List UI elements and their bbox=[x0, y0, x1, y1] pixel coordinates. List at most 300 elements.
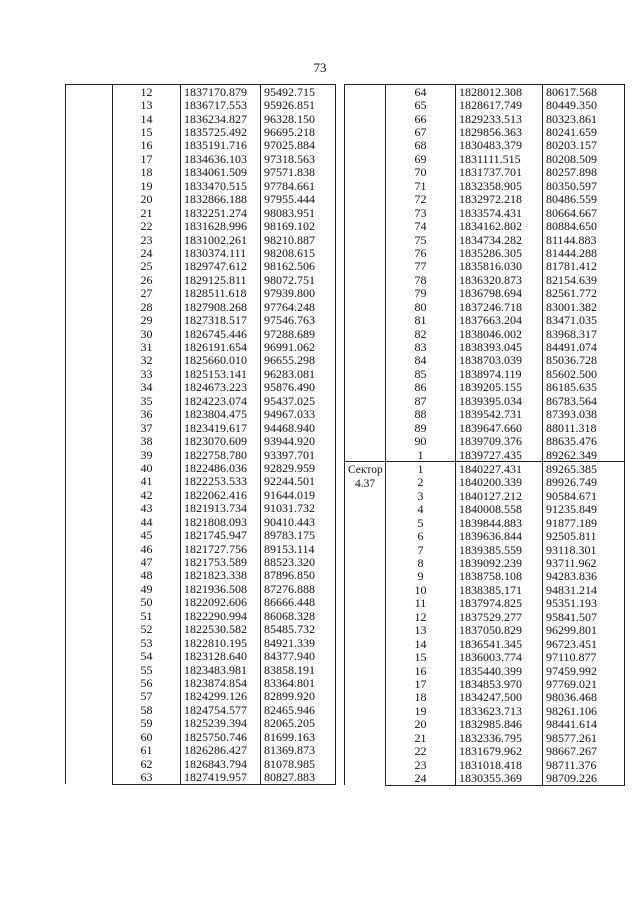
point-number-cell: 82 bbox=[386, 327, 456, 340]
point-number-cell: 76 bbox=[386, 246, 456, 259]
y-coordinate-cell: 92505.811 bbox=[543, 529, 625, 542]
point-number-cell: 57 bbox=[113, 690, 181, 703]
x-coordinate-cell: 1832972.218 bbox=[456, 193, 543, 206]
y-coordinate-cell: 84377.940 bbox=[261, 649, 336, 662]
y-coordinate-cell: 80208.509 bbox=[543, 152, 625, 165]
point-number-cell: 4 bbox=[386, 503, 456, 516]
y-coordinate-cell: 98169.102 bbox=[261, 219, 336, 232]
table-row bbox=[345, 354, 625, 367]
y-coordinate-cell: 94283.836 bbox=[543, 570, 625, 583]
y-coordinate-cell: 89262.349 bbox=[543, 448, 625, 462]
table-row bbox=[345, 287, 625, 300]
point-number-cell: 74 bbox=[386, 219, 456, 232]
y-coordinate-cell: 98709.226 bbox=[543, 771, 625, 785]
table-row bbox=[345, 313, 625, 326]
table-row bbox=[345, 570, 625, 583]
point-number-cell: 68 bbox=[386, 139, 456, 152]
table-row bbox=[345, 597, 625, 610]
table-row bbox=[345, 85, 625, 99]
table-row bbox=[345, 125, 625, 138]
x-coordinate-cell: 1839709.376 bbox=[456, 434, 543, 447]
point-number-cell: 86 bbox=[386, 381, 456, 394]
sector-cell bbox=[66, 85, 113, 785]
point-number-cell: 38 bbox=[113, 434, 181, 447]
x-coordinate-cell: 1828012.308 bbox=[456, 85, 543, 99]
x-coordinate-cell: 1834734.282 bbox=[456, 233, 543, 246]
x-coordinate-cell: 1831679.962 bbox=[456, 744, 543, 757]
point-number-cell: 71 bbox=[386, 179, 456, 192]
x-coordinate-cell: 1834247.500 bbox=[456, 691, 543, 704]
y-coordinate-cell: 87276.888 bbox=[261, 582, 336, 595]
table-row bbox=[345, 112, 625, 125]
x-coordinate-cell: 1834162.802 bbox=[456, 219, 543, 232]
x-coordinate-cell: 1823128.640 bbox=[181, 649, 261, 662]
y-coordinate-cell: 82465.946 bbox=[261, 703, 336, 716]
y-coordinate-cell: 89153.114 bbox=[261, 542, 336, 555]
y-coordinate-cell: 80323.861 bbox=[543, 112, 625, 125]
x-coordinate-cell: 1840008.558 bbox=[456, 503, 543, 516]
point-number-cell: 62 bbox=[113, 757, 181, 770]
y-coordinate-cell: 80664.667 bbox=[543, 206, 625, 219]
y-coordinate-cell: 98036.468 bbox=[543, 691, 625, 704]
y-coordinate-cell: 88635.476 bbox=[543, 434, 625, 447]
table-row bbox=[345, 583, 625, 596]
y-coordinate-cell: 82154.639 bbox=[543, 273, 625, 286]
table-row bbox=[345, 489, 625, 502]
y-coordinate-cell: 91877.189 bbox=[543, 516, 625, 529]
x-coordinate-cell: 1832336.795 bbox=[456, 731, 543, 744]
point-number-cell: 18 bbox=[386, 691, 456, 704]
x-coordinate-cell: 1835286.305 bbox=[456, 246, 543, 259]
y-coordinate-cell: 83471.035 bbox=[543, 313, 625, 326]
point-number-cell: 73 bbox=[386, 206, 456, 219]
y-coordinate-cell: 84921.339 bbox=[261, 636, 336, 649]
x-coordinate-cell: 1822092.606 bbox=[181, 596, 261, 609]
x-coordinate-cell: 1838046.002 bbox=[456, 327, 543, 340]
point-number-cell: 56 bbox=[113, 676, 181, 689]
y-coordinate-cell: 87896.850 bbox=[261, 569, 336, 582]
point-number-cell: 49 bbox=[113, 582, 181, 595]
y-coordinate-cell: 95841.507 bbox=[543, 610, 625, 623]
table-row bbox=[345, 556, 625, 569]
y-coordinate-cell: 94967.033 bbox=[261, 408, 336, 421]
point-number-cell: 70 bbox=[386, 166, 456, 179]
y-coordinate-cell: 97546.763 bbox=[261, 313, 336, 326]
y-coordinate-cell: 98577.261 bbox=[543, 731, 625, 744]
table-row bbox=[345, 340, 625, 353]
y-coordinate-cell: 95437.025 bbox=[261, 394, 336, 407]
y-coordinate-cell: 93118.301 bbox=[543, 543, 625, 556]
y-coordinate-cell: 98162.506 bbox=[261, 260, 336, 273]
x-coordinate-cell: 1837663.204 bbox=[456, 313, 543, 326]
x-coordinate-cell: 1831002.261 bbox=[181, 233, 261, 246]
y-coordinate-cell: 89265.385 bbox=[543, 462, 625, 476]
point-number-cell: 24 bbox=[386, 771, 456, 785]
x-coordinate-cell: 1821936.508 bbox=[181, 582, 261, 595]
x-coordinate-cell: 1834061.509 bbox=[181, 166, 261, 179]
y-coordinate-cell: 81144.883 bbox=[543, 233, 625, 246]
point-number-cell: 55 bbox=[113, 663, 181, 676]
y-coordinate-cell: 80827.883 bbox=[261, 770, 336, 784]
x-coordinate-cell: 1824299.126 bbox=[181, 690, 261, 703]
y-coordinate-cell: 96283.081 bbox=[261, 367, 336, 380]
point-number-cell: 13 bbox=[386, 624, 456, 637]
point-number-cell: 81 bbox=[386, 313, 456, 326]
table-row bbox=[345, 300, 625, 313]
y-coordinate-cell: 80617.568 bbox=[543, 85, 625, 99]
x-coordinate-cell: 1825750.746 bbox=[181, 730, 261, 743]
x-coordinate-cell: 1835191.716 bbox=[181, 139, 261, 152]
y-coordinate-cell: 95876.490 bbox=[261, 381, 336, 394]
y-coordinate-cell: 81781.412 bbox=[543, 260, 625, 273]
y-coordinate-cell: 98210.887 bbox=[261, 233, 336, 246]
point-number-cell: 2 bbox=[386, 476, 456, 489]
y-coordinate-cell: 86068.328 bbox=[261, 609, 336, 622]
y-coordinate-cell: 95492.715 bbox=[261, 85, 336, 99]
y-coordinate-cell: 89926.749 bbox=[543, 476, 625, 489]
x-coordinate-cell: 1839385.559 bbox=[456, 543, 543, 556]
point-number-cell: 7 bbox=[386, 543, 456, 556]
y-coordinate-cell: 97764.248 bbox=[261, 300, 336, 313]
point-number-cell: 31 bbox=[113, 340, 181, 353]
point-number-cell: 87 bbox=[386, 394, 456, 407]
table-row bbox=[345, 327, 625, 340]
x-coordinate-cell: 1836717.553 bbox=[181, 98, 261, 111]
y-coordinate-cell: 97939.800 bbox=[261, 287, 336, 300]
y-coordinate-cell: 96991.062 bbox=[261, 340, 336, 353]
x-coordinate-cell: 1827908.268 bbox=[181, 300, 261, 313]
point-number-cell: 21 bbox=[386, 731, 456, 744]
y-coordinate-cell: 96655.298 bbox=[261, 354, 336, 367]
point-number-cell: 20 bbox=[386, 718, 456, 731]
y-coordinate-cell: 96695.218 bbox=[261, 125, 336, 138]
x-coordinate-cell: 1823804.475 bbox=[181, 408, 261, 421]
x-coordinate-cell: 1821727.756 bbox=[181, 542, 261, 555]
table-row bbox=[345, 434, 625, 447]
x-coordinate-cell: 1828511.618 bbox=[181, 287, 261, 300]
page-number: 73 bbox=[313, 60, 327, 75]
point-number-cell: 46 bbox=[113, 542, 181, 555]
y-coordinate-cell: 97288.689 bbox=[261, 327, 336, 340]
x-coordinate-cell: 1825239.394 bbox=[181, 717, 261, 730]
point-number-cell: 14 bbox=[113, 112, 181, 125]
point-number-cell: 89 bbox=[386, 421, 456, 434]
table-row bbox=[345, 516, 625, 529]
table-row bbox=[345, 233, 625, 246]
point-number-cell: 8 bbox=[386, 556, 456, 569]
x-coordinate-cell: 1822758.780 bbox=[181, 448, 261, 461]
x-coordinate-cell: 1832251.274 bbox=[181, 206, 261, 219]
y-coordinate-cell: 80257.898 bbox=[543, 166, 625, 179]
point-number-cell: 5 bbox=[386, 516, 456, 529]
table-row bbox=[345, 260, 625, 273]
y-coordinate-cell: 98261.106 bbox=[543, 704, 625, 717]
sector-cell bbox=[345, 85, 386, 462]
y-coordinate-cell: 98667.267 bbox=[543, 744, 625, 757]
point-number-cell: 63 bbox=[113, 770, 181, 784]
point-number-cell: 65 bbox=[386, 98, 456, 111]
point-number-cell: 15 bbox=[386, 650, 456, 663]
point-number-cell: 51 bbox=[113, 609, 181, 622]
point-number-cell: 42 bbox=[113, 488, 181, 501]
y-coordinate-cell: 83968.317 bbox=[543, 327, 625, 340]
x-coordinate-cell: 1822253.533 bbox=[181, 475, 261, 488]
y-coordinate-cell: 96723.451 bbox=[543, 637, 625, 650]
point-number-cell: 78 bbox=[386, 273, 456, 286]
y-coordinate-cell: 81444.288 bbox=[543, 246, 625, 259]
table-row bbox=[345, 624, 625, 637]
point-number-cell: 29 bbox=[113, 313, 181, 326]
point-number-cell: 33 bbox=[113, 367, 181, 380]
x-coordinate-cell: 1840200.339 bbox=[456, 476, 543, 489]
y-coordinate-cell: 98711.376 bbox=[543, 758, 625, 771]
y-coordinate-cell: 97459.992 bbox=[543, 664, 625, 677]
y-coordinate-cell: 82561.772 bbox=[543, 287, 625, 300]
table-row bbox=[66, 85, 336, 99]
x-coordinate-cell: 1821823.338 bbox=[181, 569, 261, 582]
y-coordinate-cell: 97769.021 bbox=[543, 677, 625, 690]
point-number-cell: 67 bbox=[386, 125, 456, 138]
x-coordinate-cell: 1821745.947 bbox=[181, 528, 261, 541]
point-number-cell: 37 bbox=[113, 421, 181, 434]
x-coordinate-cell: 1831018.418 bbox=[456, 758, 543, 771]
y-coordinate-cell: 94468.940 bbox=[261, 421, 336, 434]
point-number-cell: 48 bbox=[113, 569, 181, 582]
x-coordinate-cell: 1829125.811 bbox=[181, 273, 261, 286]
table-row bbox=[345, 744, 625, 757]
table-row bbox=[345, 273, 625, 286]
x-coordinate-cell: 1838974.119 bbox=[456, 367, 543, 380]
x-coordinate-cell: 1829747.612 bbox=[181, 260, 261, 273]
coordinates-table-left bbox=[65, 84, 336, 785]
x-coordinate-cell: 1823483.981 bbox=[181, 663, 261, 676]
point-number-cell: 53 bbox=[113, 636, 181, 649]
x-coordinate-cell: 1830374.111 bbox=[181, 246, 261, 259]
y-coordinate-cell: 83364.801 bbox=[261, 676, 336, 689]
point-number-cell: 83 bbox=[386, 340, 456, 353]
sector-label: Сектор 4.37 bbox=[345, 462, 386, 786]
x-coordinate-cell: 1837170.879 bbox=[181, 85, 261, 99]
coordinates-table-right bbox=[344, 84, 625, 786]
x-coordinate-cell: 1832985.846 bbox=[456, 718, 543, 731]
x-coordinate-cell: 1835816.030 bbox=[456, 260, 543, 273]
point-number-cell: 24 bbox=[113, 246, 181, 259]
x-coordinate-cell: 1832358.905 bbox=[456, 179, 543, 192]
point-number-cell: 60 bbox=[113, 730, 181, 743]
point-number-cell: 75 bbox=[386, 233, 456, 246]
point-number-cell: 27 bbox=[113, 287, 181, 300]
point-number-cell: 72 bbox=[386, 193, 456, 206]
y-coordinate-cell: 94831.214 bbox=[543, 583, 625, 596]
x-coordinate-cell: 1826745.446 bbox=[181, 327, 261, 340]
y-coordinate-cell: 85602.500 bbox=[543, 367, 625, 380]
x-coordinate-cell: 1839542.731 bbox=[456, 408, 543, 421]
table-row bbox=[345, 152, 625, 165]
point-number-cell: 79 bbox=[386, 287, 456, 300]
x-coordinate-cell: 1840127.212 bbox=[456, 489, 543, 502]
point-number-cell: 12 bbox=[386, 610, 456, 623]
table-row bbox=[345, 610, 625, 623]
table-row bbox=[345, 529, 625, 542]
point-number-cell: 43 bbox=[113, 502, 181, 515]
point-number-cell: 58 bbox=[113, 703, 181, 716]
y-coordinate-cell: 97318.563 bbox=[261, 152, 336, 165]
x-coordinate-cell: 1838703.039 bbox=[456, 354, 543, 367]
x-coordinate-cell: 1836320.873 bbox=[456, 273, 543, 286]
y-coordinate-cell: 86783.564 bbox=[543, 394, 625, 407]
point-number-cell: 41 bbox=[113, 475, 181, 488]
table-row bbox=[345, 98, 625, 111]
point-number-cell: 16 bbox=[386, 664, 456, 677]
x-coordinate-cell: 1836003.774 bbox=[456, 650, 543, 663]
point-number-cell: 10 bbox=[386, 583, 456, 596]
x-coordinate-cell: 1837529.277 bbox=[456, 610, 543, 623]
y-coordinate-cell: 90584.671 bbox=[543, 489, 625, 502]
point-number-cell: 36 bbox=[113, 408, 181, 421]
point-number-cell: 32 bbox=[113, 354, 181, 367]
y-coordinate-cell: 97571.838 bbox=[261, 166, 336, 179]
point-number-cell: 11 bbox=[386, 597, 456, 610]
y-coordinate-cell: 93397.701 bbox=[261, 448, 336, 461]
x-coordinate-cell: 1826286.427 bbox=[181, 743, 261, 756]
table-row bbox=[345, 637, 625, 650]
x-coordinate-cell: 1835440.399 bbox=[456, 664, 543, 677]
x-coordinate-cell: 1827419.957 bbox=[181, 770, 261, 784]
x-coordinate-cell: 1822290.994 bbox=[181, 609, 261, 622]
point-number-cell: 22 bbox=[113, 219, 181, 232]
table-row bbox=[345, 677, 625, 690]
y-coordinate-cell: 82899.920 bbox=[261, 690, 336, 703]
table-row bbox=[345, 462, 625, 476]
y-coordinate-cell: 89783.175 bbox=[261, 528, 336, 541]
point-number-cell: 52 bbox=[113, 623, 181, 636]
y-coordinate-cell: 80350.597 bbox=[543, 179, 625, 192]
table-row bbox=[345, 731, 625, 744]
table-row bbox=[345, 704, 625, 717]
point-number-cell: 66 bbox=[386, 112, 456, 125]
x-coordinate-cell: 1824223.074 bbox=[181, 394, 261, 407]
point-number-cell: 50 bbox=[113, 596, 181, 609]
x-coordinate-cell: 1822530.582 bbox=[181, 623, 261, 636]
x-coordinate-cell: 1821808.093 bbox=[181, 515, 261, 528]
y-coordinate-cell: 80486.559 bbox=[543, 193, 625, 206]
point-number-cell: 20 bbox=[113, 193, 181, 206]
x-coordinate-cell: 1826843.794 bbox=[181, 757, 261, 770]
x-coordinate-cell: 1822486.036 bbox=[181, 461, 261, 474]
table-row bbox=[345, 448, 625, 462]
point-number-cell: 59 bbox=[113, 717, 181, 730]
table-row bbox=[345, 503, 625, 516]
x-coordinate-cell: 1836541.345 bbox=[456, 637, 543, 650]
y-coordinate-cell: 97955.444 bbox=[261, 193, 336, 206]
point-number-cell: 3 bbox=[386, 489, 456, 502]
y-coordinate-cell: 90410.443 bbox=[261, 515, 336, 528]
table-row bbox=[345, 219, 625, 232]
x-coordinate-cell: 1822810.195 bbox=[181, 636, 261, 649]
point-number-cell: 1 bbox=[386, 448, 456, 462]
x-coordinate-cell: 1833574.431 bbox=[456, 206, 543, 219]
table-row bbox=[345, 691, 625, 704]
point-number-cell: 21 bbox=[113, 206, 181, 219]
table-row bbox=[345, 246, 625, 259]
y-coordinate-cell: 85036.728 bbox=[543, 354, 625, 367]
y-coordinate-cell: 91235.849 bbox=[543, 503, 625, 516]
y-coordinate-cell: 97784.661 bbox=[261, 179, 336, 192]
y-coordinate-cell: 87393.038 bbox=[543, 408, 625, 421]
x-coordinate-cell: 1837050.829 bbox=[456, 624, 543, 637]
point-number-cell: 26 bbox=[113, 273, 181, 286]
point-number-cell: 28 bbox=[113, 300, 181, 313]
x-coordinate-cell: 1831111.515 bbox=[456, 152, 543, 165]
x-coordinate-cell: 1823070.609 bbox=[181, 434, 261, 447]
table-row bbox=[345, 139, 625, 152]
y-coordinate-cell: 88011.318 bbox=[543, 421, 625, 434]
point-number-cell: 18 bbox=[113, 166, 181, 179]
x-coordinate-cell: 1833470.515 bbox=[181, 179, 261, 192]
table-row bbox=[345, 166, 625, 179]
x-coordinate-cell: 1832866.188 bbox=[181, 193, 261, 206]
y-coordinate-cell: 81078.985 bbox=[261, 757, 336, 770]
y-coordinate-cell: 93944.920 bbox=[261, 434, 336, 447]
point-number-cell: 22 bbox=[386, 744, 456, 757]
table-row bbox=[345, 381, 625, 394]
x-coordinate-cell: 1839636.844 bbox=[456, 529, 543, 542]
y-coordinate-cell: 96328.150 bbox=[261, 112, 336, 125]
x-coordinate-cell: 1836798.694 bbox=[456, 287, 543, 300]
table-row bbox=[345, 206, 625, 219]
y-coordinate-cell: 95926.851 bbox=[261, 98, 336, 111]
y-coordinate-cell: 86185.635 bbox=[543, 381, 625, 394]
point-number-cell: 47 bbox=[113, 555, 181, 568]
x-coordinate-cell: 1840227.431 bbox=[456, 462, 543, 476]
x-coordinate-cell: 1831737.701 bbox=[456, 166, 543, 179]
y-coordinate-cell: 96299.801 bbox=[543, 624, 625, 637]
point-number-cell: 64 bbox=[386, 85, 456, 99]
point-number-cell: 30 bbox=[113, 327, 181, 340]
table-row bbox=[345, 193, 625, 206]
y-coordinate-cell: 82065.205 bbox=[261, 717, 336, 730]
x-coordinate-cell: 1837246.718 bbox=[456, 300, 543, 313]
x-coordinate-cell: 1823874.854 bbox=[181, 676, 261, 689]
point-number-cell: 45 bbox=[113, 528, 181, 541]
table-row bbox=[345, 718, 625, 731]
point-number-cell: 88 bbox=[386, 408, 456, 421]
y-coordinate-cell: 98441.614 bbox=[543, 718, 625, 731]
x-coordinate-cell: 1828617.749 bbox=[456, 98, 543, 111]
table-row bbox=[345, 421, 625, 434]
y-coordinate-cell: 95351.193 bbox=[543, 597, 625, 610]
y-coordinate-cell: 80884.650 bbox=[543, 219, 625, 232]
y-coordinate-cell: 80241.659 bbox=[543, 125, 625, 138]
point-number-cell: 35 bbox=[113, 394, 181, 407]
x-coordinate-cell: 1826191.654 bbox=[181, 340, 261, 353]
x-coordinate-cell: 1836234.827 bbox=[181, 112, 261, 125]
point-number-cell: 19 bbox=[113, 179, 181, 192]
x-coordinate-cell: 1839844.883 bbox=[456, 516, 543, 529]
x-coordinate-cell: 1839727.435 bbox=[456, 448, 543, 462]
y-coordinate-cell: 85485.732 bbox=[261, 623, 336, 636]
x-coordinate-cell: 1825660.010 bbox=[181, 354, 261, 367]
y-coordinate-cell: 83858.191 bbox=[261, 663, 336, 676]
x-coordinate-cell: 1821753.589 bbox=[181, 555, 261, 568]
x-coordinate-cell: 1824754.577 bbox=[181, 703, 261, 716]
point-number-cell: 44 bbox=[113, 515, 181, 528]
table-row bbox=[345, 394, 625, 407]
x-coordinate-cell: 1830483.379 bbox=[456, 139, 543, 152]
x-coordinate-cell: 1821913.734 bbox=[181, 502, 261, 515]
point-number-cell: 25 bbox=[113, 260, 181, 273]
point-number-cell: 90 bbox=[386, 434, 456, 447]
